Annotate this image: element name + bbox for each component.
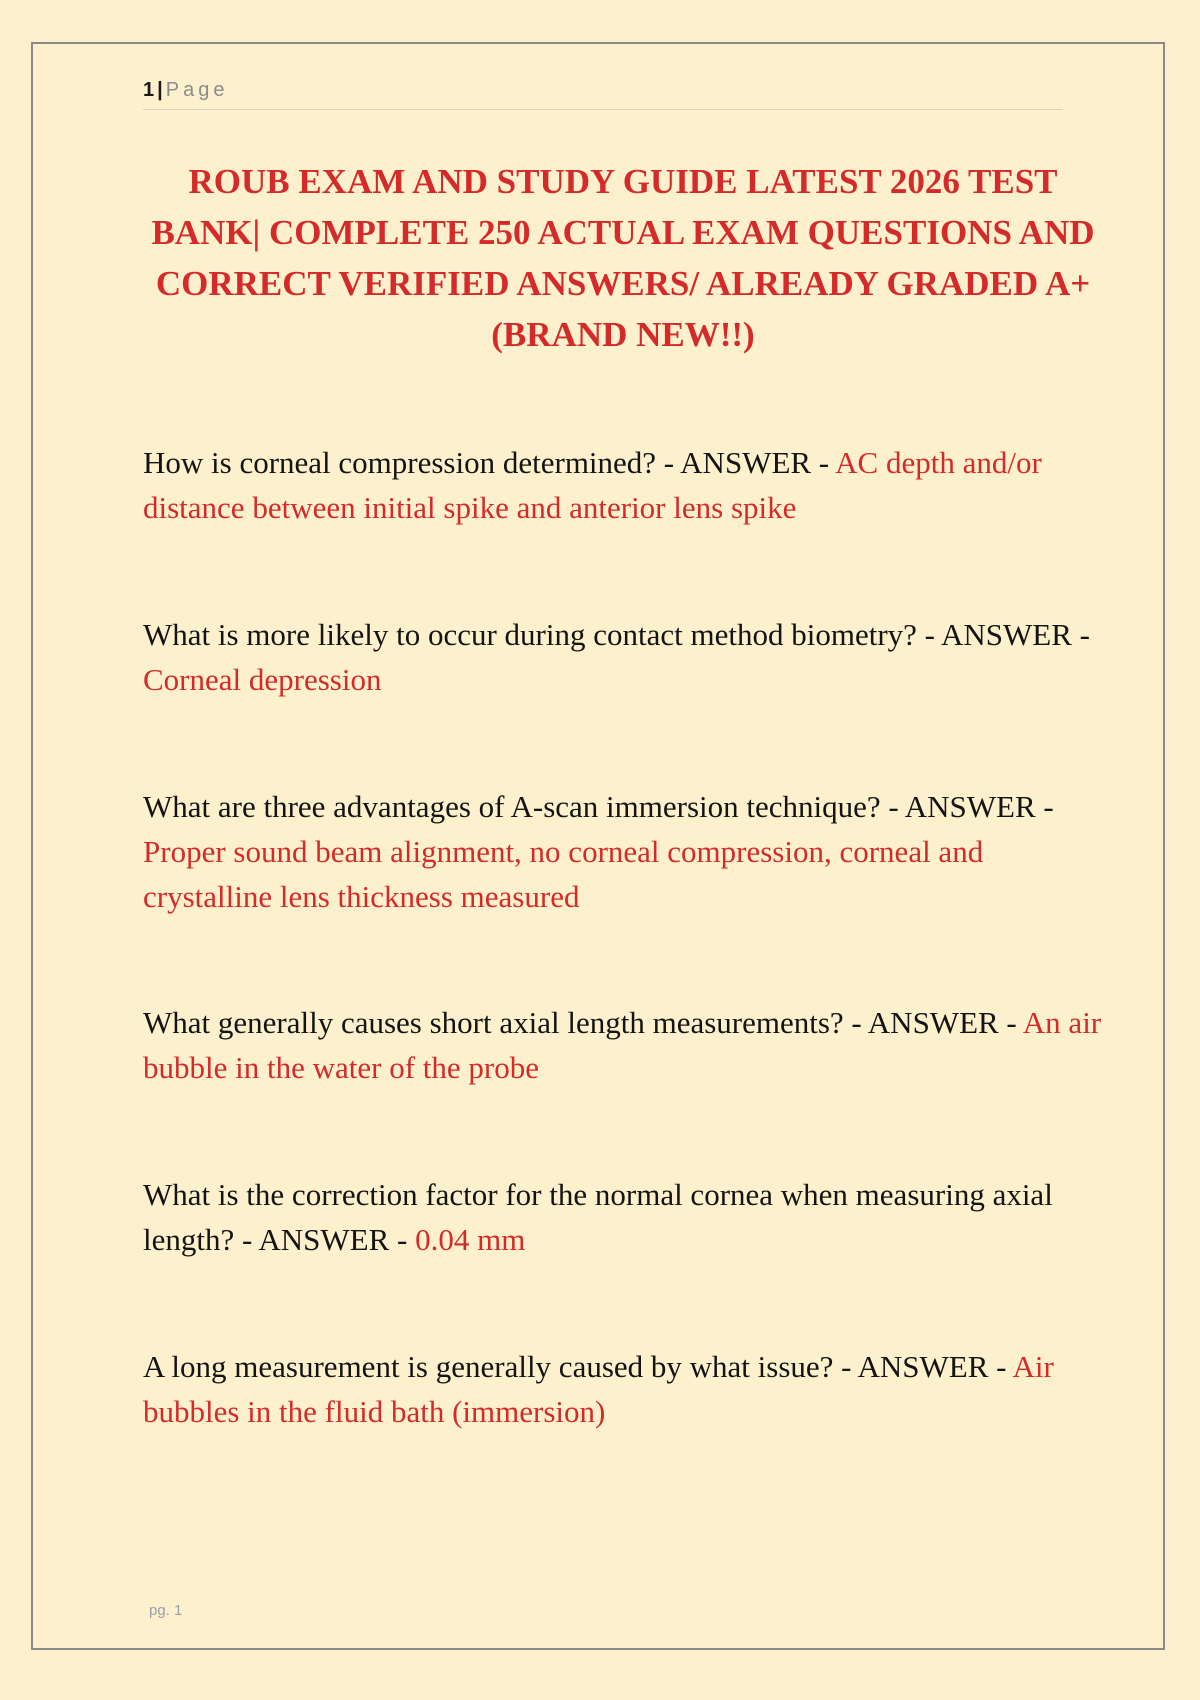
question-text: What is the correction factor for the normal cornea when measuring axial length? - ANSWER -	[143, 1177, 1053, 1257]
qa-item-1	[143, 440, 1103, 530]
answer-text: An air bubble in the water of the probe	[143, 1005, 1102, 1085]
question-text: What are three advantages of A-scan immersion technique? - ANSWER -	[143, 789, 1054, 824]
qa-item-6	[143, 1344, 1103, 1434]
document-page	[31, 42, 1165, 1650]
answer-text: 0.04 mm	[415, 1222, 526, 1257]
header-page-word: Page	[165, 79, 229, 101]
page-footer: pg. 1	[149, 1602, 183, 1619]
header-separator: |	[157, 79, 163, 101]
qa-item-3	[143, 784, 1103, 919]
question-text: How is corneal compression determined? - ANSWER -	[143, 445, 836, 480]
question-text: A long measurement is generally caused by what issue? - ANSWER -	[143, 1349, 1013, 1384]
document-title: ROUB EXAM AND STUDY GUIDE LATEST 2026 TEST BANK| COMPLETE 250 ACTUAL EXAM QUESTIONS AND CORRECT VERIFIED ANSWERS/ ALREADY GRADED A+ (BRAND NEW!!)	[151, 162, 1095, 354]
question-text: What generally causes short axial length measurements? - ANSWER -	[143, 1005, 1023, 1040]
header-page-number: 1	[143, 79, 155, 101]
answer-text: Corneal depression	[143, 662, 382, 697]
page-header	[143, 80, 1063, 110]
answer-text: Air bubbles in the fluid bath (immersion)	[143, 1349, 1054, 1429]
qa-item-2	[143, 612, 1103, 702]
qa-item-4	[143, 1000, 1103, 1090]
question-text: What is more likely to occur during contact method biometry? - ANSWER -	[143, 617, 1090, 652]
qa-item-5	[143, 1172, 1103, 1262]
answer-text: Proper sound beam alignment, no corneal compression, corneal and crystalline lens thickness measured	[143, 834, 984, 914]
answer-text: AC depth and/or distance between initial spike and anterior lens spike	[143, 445, 1042, 525]
